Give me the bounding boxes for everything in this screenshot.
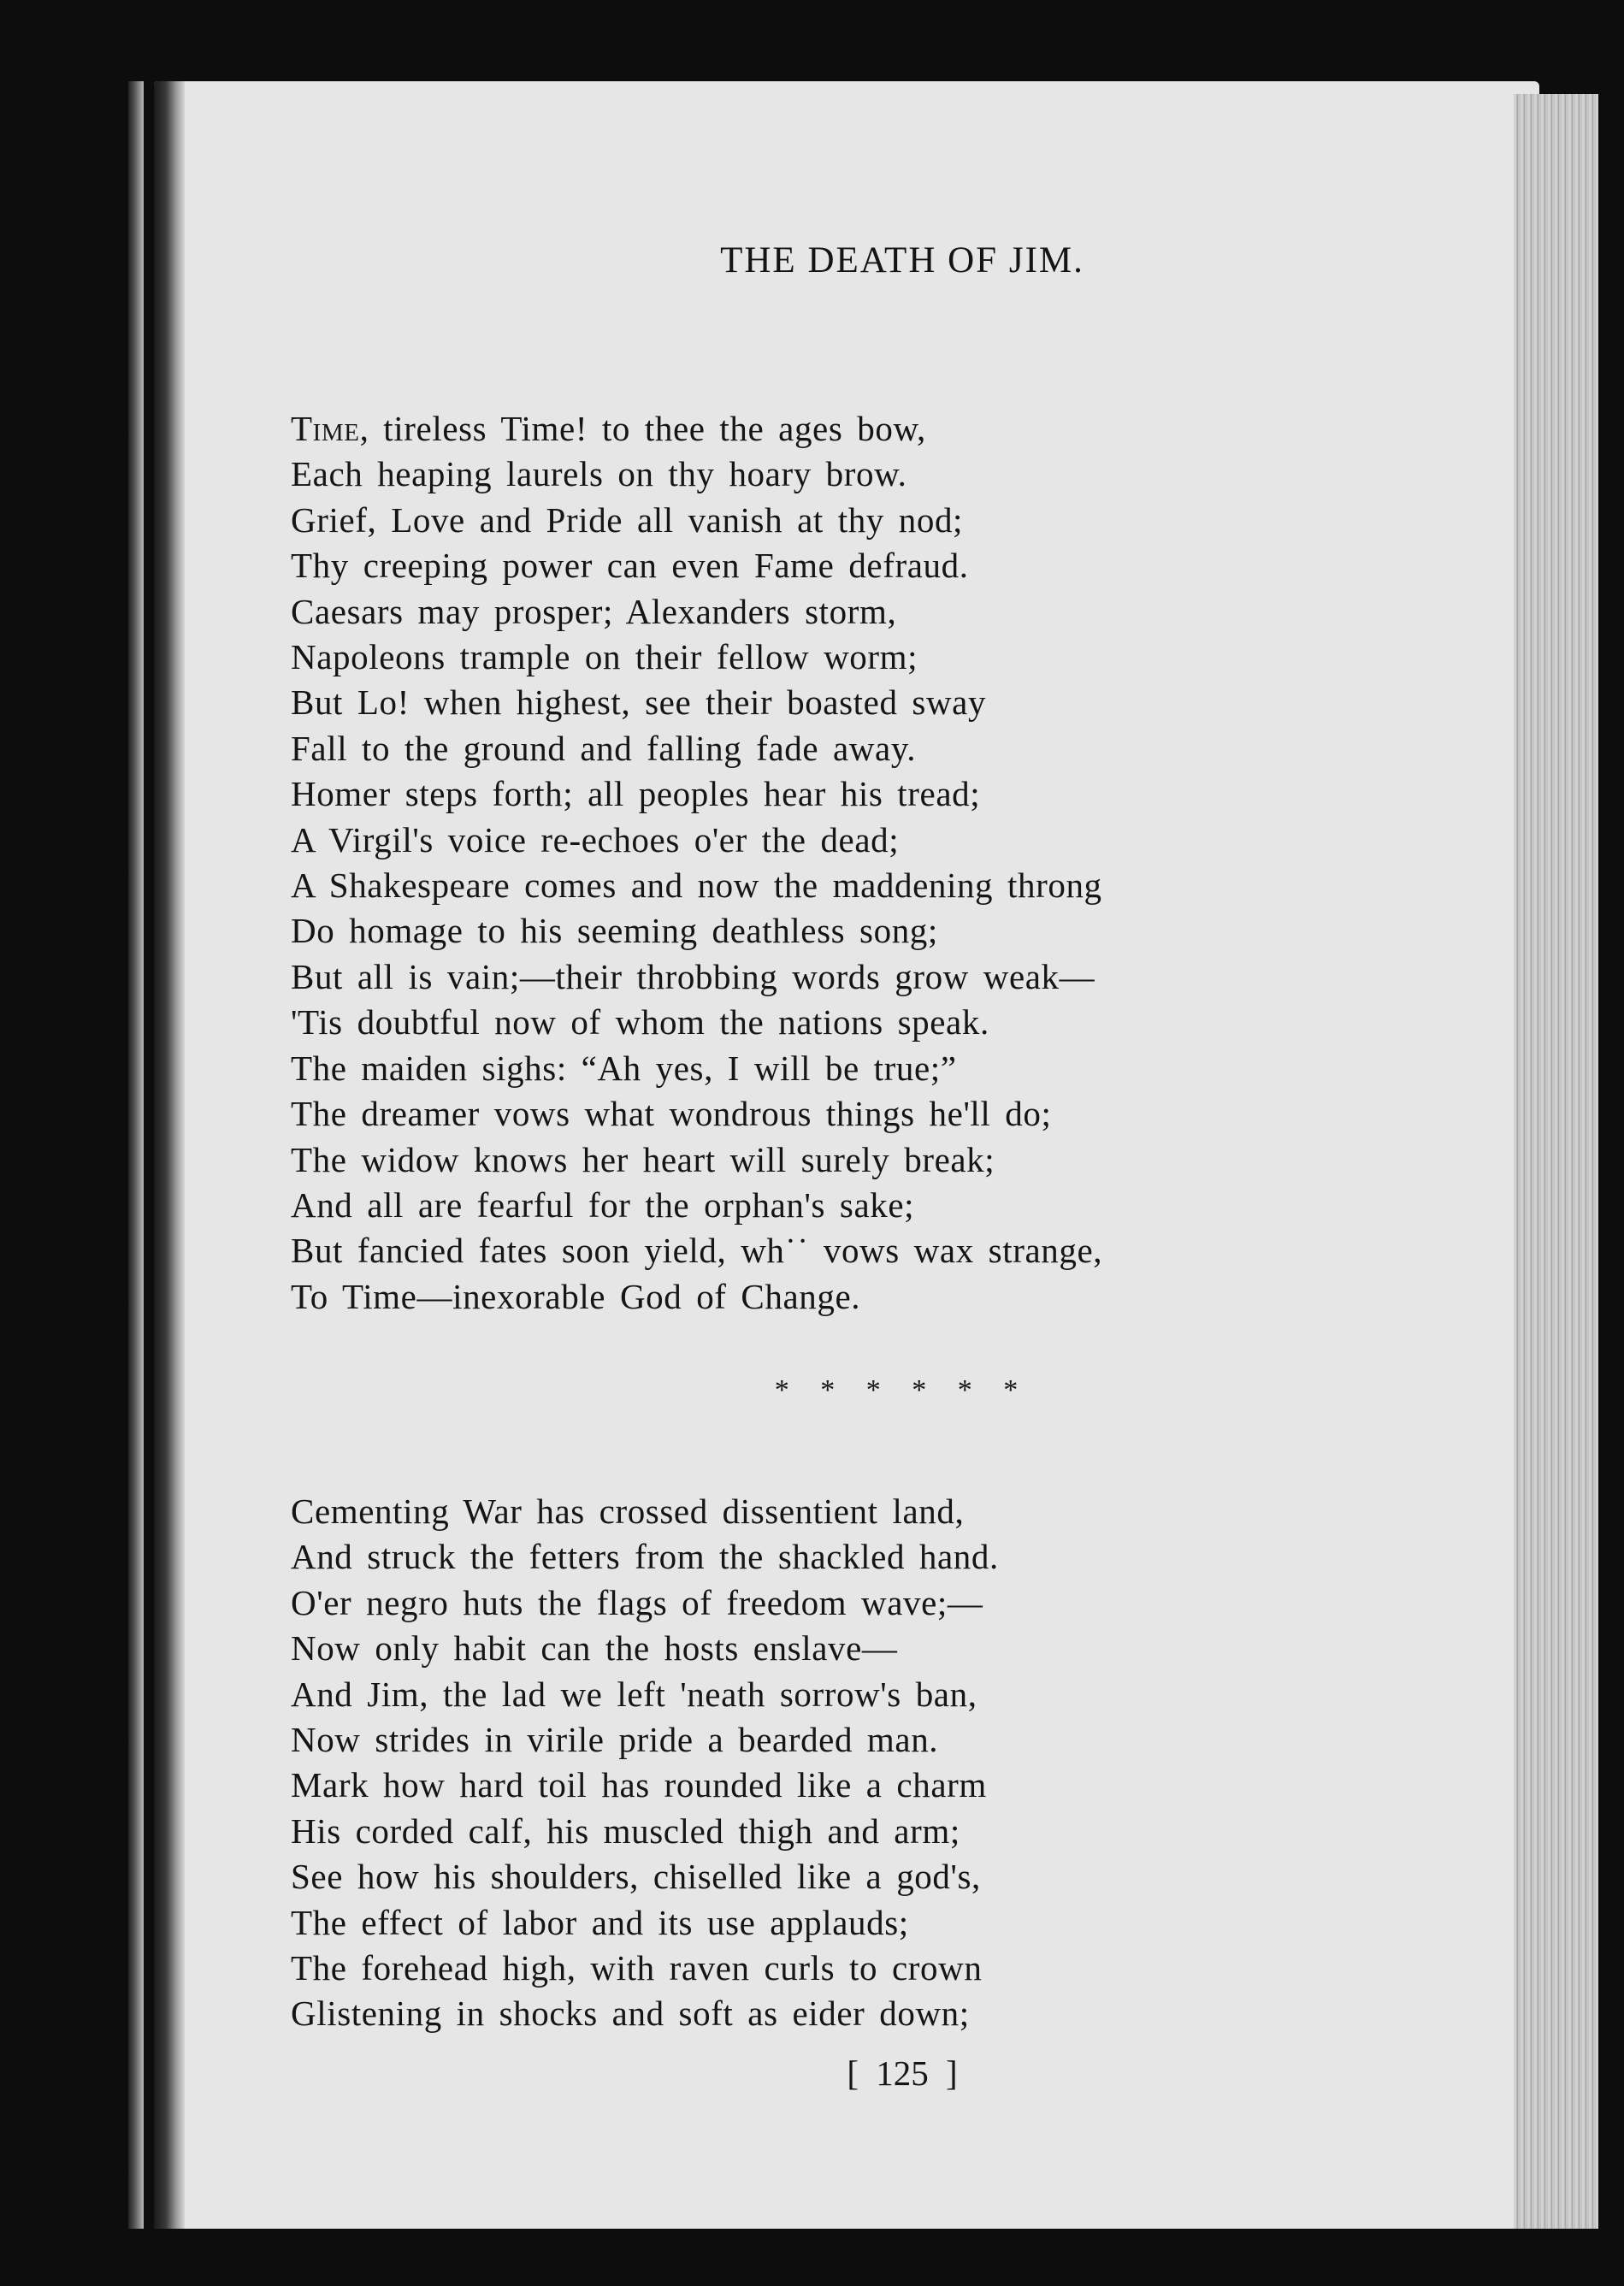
stanza-2 [291,1489,1403,2037]
running-title: THE DEATH OF JIM. [720,240,1084,281]
poem-line: To Time—inexorable God of Change. [291,1276,861,1316]
poem-line: A Shakespeare comes and now the maddening throng [291,865,1102,906]
poem-line: The widow knows her heart will surely break; [291,1139,995,1179]
stanza-1 [291,406,1403,1320]
poem-line: And all are fearful for the orphan's sake; [291,1184,915,1225]
poem-line: O'er negro huts the flags of freedom wave;— [291,1582,983,1622]
poem-line: The effect of labor and its use applauds; [291,1902,909,1942]
poem-line: Glistening in shocks and soft as eider down; [291,1994,970,2034]
poem-line: Thy creeping power can even Fame defraud. [291,546,969,586]
page-edges [1514,94,1598,2258]
poem-line: But all is vain;—their throbbing words grow weak— [291,956,1095,996]
poem-line: But fancied fates soon yield, wh˙˙ vows wax strange, [291,1231,1103,1271]
section-divider: * * * * * * [774,1374,1031,1406]
drop-word: Time [291,409,360,448]
poem-line: Mark how hard toil has rounded like a charm [291,1765,987,1805]
page-number: [ 125 ] [847,2053,958,2093]
poem-line: Now strides in virile pride a bearded man. [291,1720,939,1760]
poem-line: And Jim, the lad we left 'neath sorrow's ban, [291,1674,977,1714]
scan-border-bottom [128,2229,1598,2286]
poem-line: Caesars may prosper; Alexanders storm, [291,591,897,631]
poem-line: Each heaping laurels on thy hoary brow. [291,454,907,494]
poem-line: And struck the fetters from the shackled hand. [291,1537,999,1577]
poem-line: The dreamer vows what wondrous things he'll do; [291,1094,1052,1134]
poem-line: A Virgil's voice re-echoes o'er the dead; [291,819,900,859]
book-page [154,81,1539,2236]
poem-line: Grief, Love and Pride all vanish at thy nod; [291,499,964,540]
poem-line: The forehead high, with raven curls to crown [291,1948,983,1988]
page-gutter-shadow [154,81,185,2236]
poem-line: Cementing War has crossed dissentient land, [291,1492,965,1531]
poem-line: Now only habit can the hosts enslave— [291,1628,898,1669]
poem-line: The maiden sighs: “Ah yes, I will be true;” [291,1048,957,1088]
poem-line: Homer steps forth; all peoples hear his tread; [291,774,981,814]
first-line-rest: , tireless Time! to thee the ages bow, [359,409,926,448]
poem-line: See how his shoulders, chiselled like a god's, [291,1857,981,1897]
poem-line [291,406,1403,452]
poem-line: 'Tis doubtful now of whom the nations speak. [291,1002,989,1043]
book-gutter [128,81,144,2236]
scan-border-right [1598,120,1624,2286]
poem-line: Do homage to his seeming deathless song; [291,911,938,951]
poem-line: His corded calf, his muscled thigh and arm; [291,1810,960,1851]
poem-line: But Lo! when highest, see their boasted sway [291,682,987,723]
poem-line: Napoleons trample on their fellow worm; [291,637,918,677]
poem-line: Fall to the ground and falling fade away. [291,728,917,768]
